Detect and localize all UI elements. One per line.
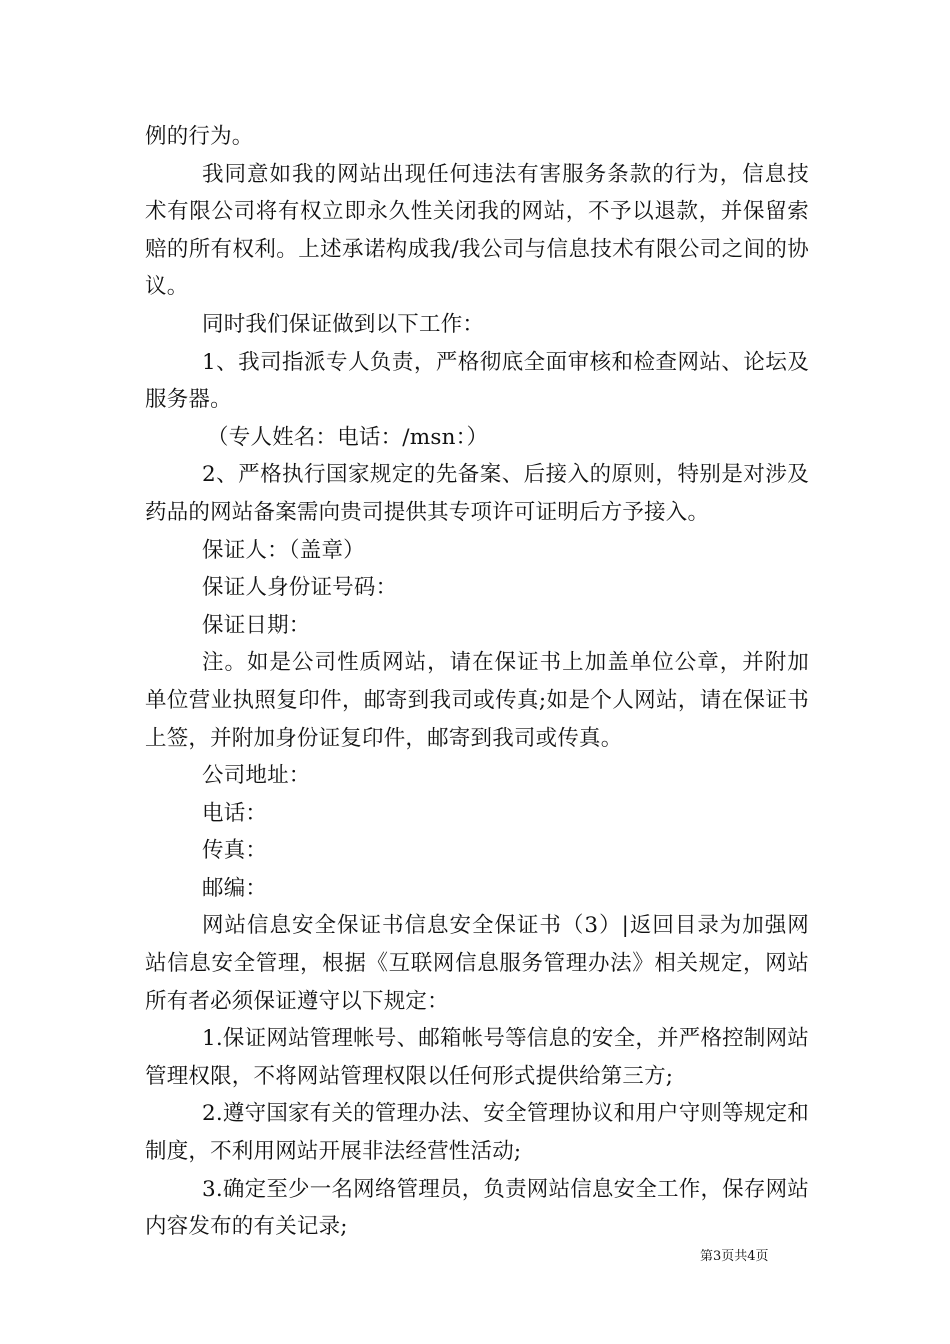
paragraph-rule-1: 1.保证网站管理帐号、邮箱帐号等信息的安全，并严格控制网站管理权限，不将网站管理权限以任何形式提供给第三方; bbox=[145, 1026, 809, 1089]
paragraph-guarantee-intro: 同时我们保证做到以下工作： bbox=[202, 311, 485, 337]
document-body bbox=[145, 118, 809, 1246]
field-company-address: 公司地址： bbox=[202, 763, 311, 789]
paragraph-section-3-intro: 网站信息安全保证书信息安全保证书（3）|返回目录为加强网站信息安全管理，根据《互联网信息服务管理办法》相关规定，网站所有者必须保证遵守以下规定： bbox=[145, 913, 809, 1014]
paragraph-continuation: 例的行为。 bbox=[145, 124, 254, 149]
field-guarantor: 保证人：（盖章） bbox=[202, 537, 365, 563]
field-phone: 电话： bbox=[202, 800, 268, 826]
paragraph-item-2: 2、严格执行国家规定的先备案、后接入的原则，特别是对涉及药品的网站备案需向贵司提供其专项许可证明后方予接入。 bbox=[145, 462, 809, 525]
field-guarantor-id: 保证人身份证号码： bbox=[202, 575, 398, 601]
field-postcode: 邮编： bbox=[202, 875, 268, 901]
page-number: 第3页共4页 bbox=[700, 1249, 769, 1264]
paragraph-note: 注。如是公司性质网站，请在保证书上加盖单位公章，并附加单位营业执照复印件，邮寄到我司或传真;如是个人网站，请在保证书上签，并附加身份证复印件，邮寄到我司或传真。 bbox=[145, 650, 809, 751]
paragraph-rule-2: 2.遵守国家有关的管理办法、安全管理协议和用户守则等规定和制度，不利用网站开展非法经营性活动; bbox=[145, 1101, 809, 1165]
field-guarantee-date: 保证日期： bbox=[202, 612, 311, 638]
paragraph-consent: 我同意如我的网站出现任何违法有害服务条款的行为，信息技术有限公司将有权立即永久性关闭我的网站，不予以退款，并保留索赔的所有权利。上述承诺构成我/我公司与信息技术有限公司之间的协议。 bbox=[145, 161, 809, 300]
paragraph-rule-3: 3.确定至少一名网络管理员，负责网站信息安全工作，保存网站内容发布的有关记录; bbox=[145, 1176, 809, 1240]
paragraph-item-1: 1、我司指派专人负责，严格彻底全面审核和检查网站、论坛及服务器。 bbox=[145, 349, 809, 413]
paragraph-contact-note: （专人姓名：电话：/msn：） bbox=[207, 424, 489, 450]
field-fax: 传真： bbox=[202, 838, 268, 864]
